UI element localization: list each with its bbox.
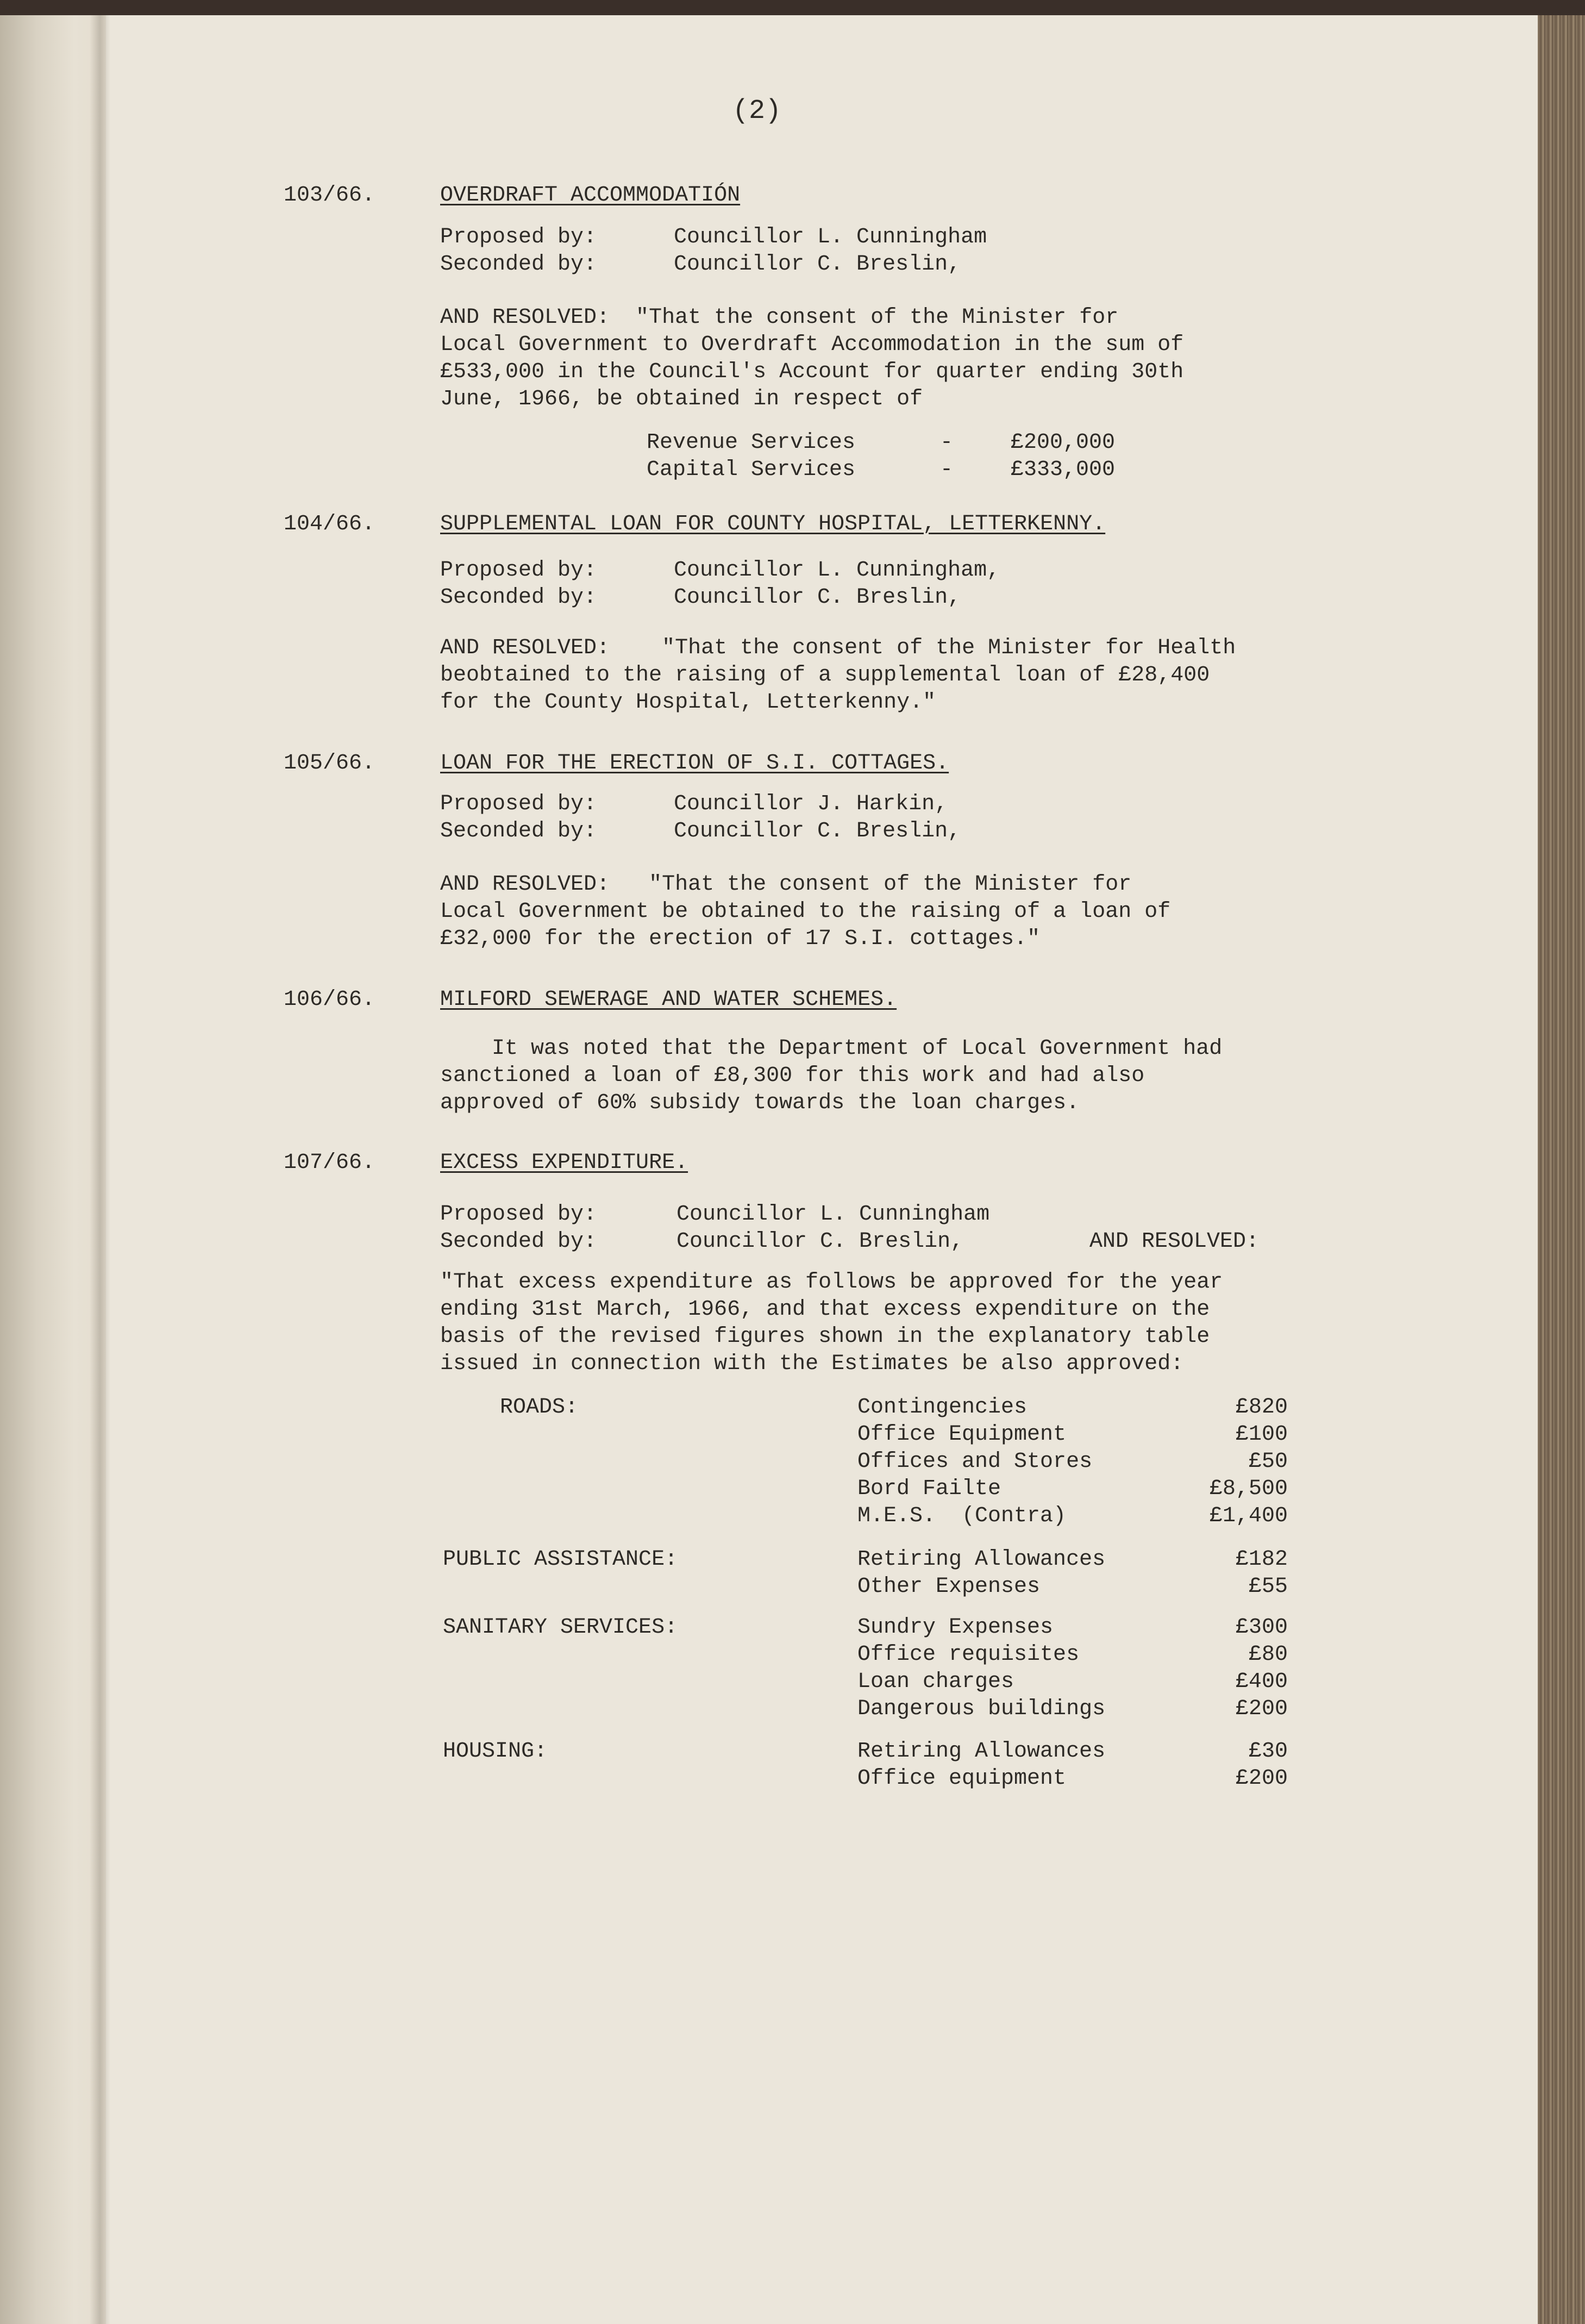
resolved-label: AND RESOLVED: bbox=[1089, 1229, 1260, 1254]
expenditure-category: SANITARY SERVICES: bbox=[443, 1615, 678, 1640]
expenditure-item: Retiring Allowances bbox=[857, 1547, 1106, 1572]
seconded-label: Seconded by: bbox=[440, 252, 597, 277]
resolution-line: AND RESOLVED: "That the consent of the Minister for bbox=[440, 305, 1119, 330]
resolution-line: basis of the revised figures shown in the explanatory table bbox=[440, 1325, 1210, 1349]
book-gutter bbox=[90, 15, 110, 2324]
proposed-label: Proposed by: bbox=[440, 792, 597, 816]
item-title: LOAN FOR THE ERECTION OF S.I. COTTAGES. bbox=[440, 751, 949, 776]
expenditure-item: M.E.S. (Contra) bbox=[857, 1504, 1067, 1528]
resolution-line: £533,000 in the Council's Account for quarter ending 30th bbox=[440, 360, 1184, 384]
resolution-line: June, 1966, be obtained in respect of bbox=[440, 387, 923, 411]
expenditure-category: PUBLIC ASSISTANCE: bbox=[443, 1547, 678, 1572]
expenditure-item: Retiring Allowances bbox=[857, 1739, 1106, 1764]
item-number: 105/66. bbox=[284, 751, 375, 776]
expenditure-amount: £300 bbox=[1235, 1615, 1288, 1640]
seconded-label: Seconded by: bbox=[440, 1229, 597, 1254]
expenditure-item: Sundry Expenses bbox=[857, 1615, 1054, 1640]
seconded-label: Seconded by: bbox=[440, 585, 597, 610]
resolution-line: Local Government be obtained to the raising of a loan of bbox=[440, 899, 1171, 924]
expenditure-amount: £182 bbox=[1235, 1547, 1288, 1572]
service-dash: - bbox=[940, 458, 954, 482]
seconded-value: Councillor C. Breslin, bbox=[674, 819, 961, 844]
item-title: MILFORD SEWERAGE AND WATER SCHEMES. bbox=[440, 988, 897, 1012]
expenditure-amount: £8,500 bbox=[1209, 1477, 1288, 1501]
expenditure-amount: £200 bbox=[1235, 1697, 1288, 1721]
resolution-line: AND RESOLVED: "That the consent of the Minister for Health bbox=[440, 636, 1236, 660]
expenditure-amount: £820 bbox=[1235, 1395, 1288, 1420]
service-dash: - bbox=[940, 430, 954, 455]
expenditure-item: Office equipment bbox=[857, 1766, 1067, 1791]
expenditure-amount: £400 bbox=[1235, 1670, 1288, 1694]
proposed-label: Proposed by: bbox=[440, 225, 597, 249]
expenditure-amount: £55 bbox=[1248, 1575, 1288, 1599]
service-amount: £200,000 bbox=[1011, 430, 1116, 455]
seconded-value: Councillor C. Breslin, bbox=[674, 585, 961, 610]
expenditure-amount: £100 bbox=[1235, 1422, 1288, 1447]
proposed-label: Proposed by: bbox=[440, 558, 597, 583]
resolution-line: ending 31st March, 1966, and that excess expenditure on the bbox=[440, 1297, 1210, 1322]
expenditure-item: Loan charges bbox=[857, 1670, 1014, 1694]
expenditure-item: Office requisites bbox=[857, 1642, 1080, 1667]
proposed-value: Councillor J. Harkin, bbox=[674, 792, 948, 816]
expenditure-category: HOUSING: bbox=[443, 1739, 548, 1764]
proposed-value: Councillor L. Cunningham, bbox=[674, 558, 1000, 583]
resolution-line: "That excess expenditure as follows be approved for the year bbox=[440, 1270, 1223, 1295]
expenditure-item: Office Equipment bbox=[857, 1422, 1067, 1447]
expenditure-amount: £200 bbox=[1235, 1766, 1288, 1791]
resolution-line: AND RESOLVED: "That the consent of the Minister for bbox=[440, 872, 1132, 897]
resolution-line: for the County Hospital, Letterkenny." bbox=[440, 690, 936, 715]
item-title: SUPPLEMENTAL LOAN FOR COUNTY HOSPITAL, LETTERKENNY. bbox=[440, 512, 1106, 536]
item-number: 106/66. bbox=[284, 988, 375, 1012]
note-line: It was noted that the Department of Local Government had bbox=[492, 1036, 1223, 1061]
book-top-edge bbox=[0, 0, 1585, 15]
service-label: Revenue Services bbox=[647, 430, 856, 455]
expenditure-item: Contingencies bbox=[857, 1395, 1028, 1420]
proposed-value: Councillor L. Cunningham bbox=[674, 225, 987, 249]
expenditure-amount: £80 bbox=[1248, 1642, 1288, 1667]
seconded-value: Councillor C. Breslin, bbox=[674, 252, 961, 277]
item-number: 107/66. bbox=[284, 1151, 375, 1175]
page-number: (2) bbox=[732, 96, 782, 127]
expenditure-amount: £1,400 bbox=[1209, 1504, 1288, 1528]
note-line: sanctioned a loan of £8,300 for this work and had also bbox=[440, 1064, 1145, 1088]
resolution-line: beobtained to the raising of a supplemental loan of £28,400 bbox=[440, 663, 1210, 688]
proposed-label: Proposed by: bbox=[440, 1202, 597, 1227]
note-line: approved of 60% subsidy towards the loan charges. bbox=[440, 1091, 1080, 1115]
proposed-value: Councillor L. Cunningham bbox=[676, 1202, 990, 1227]
expenditure-category: ROADS: bbox=[500, 1395, 579, 1420]
service-label: Capital Services bbox=[647, 458, 856, 482]
resolution-line: issued in connection with the Estimates be also approved: bbox=[440, 1352, 1184, 1376]
expenditure-item: Dangerous buildings bbox=[857, 1697, 1106, 1721]
expenditure-amount: £50 bbox=[1248, 1450, 1288, 1474]
service-amount: £333,000 bbox=[1011, 458, 1116, 482]
item-title: OVERDRAFT ACCOMMODATIÓN bbox=[440, 183, 741, 208]
resolution-line: £32,000 for the erection of 17 S.I. cottages." bbox=[440, 927, 1041, 951]
resolution-line: Local Government to Overdraft Accommodation in the sum of bbox=[440, 333, 1184, 357]
item-number: 103/66. bbox=[284, 183, 375, 208]
seconded-label: Seconded by: bbox=[440, 819, 597, 844]
expenditure-item: Offices and Stores bbox=[857, 1450, 1093, 1474]
expenditure-amount: £30 bbox=[1248, 1739, 1288, 1764]
item-number: 104/66. bbox=[284, 512, 375, 536]
book-page-edges bbox=[1538, 15, 1585, 2324]
expenditure-item: Bord Failte bbox=[857, 1477, 1001, 1501]
seconded-value: Councillor C. Breslin, bbox=[676, 1229, 964, 1254]
expenditure-item: Other Expenses bbox=[857, 1575, 1041, 1599]
item-title: EXCESS EXPENDITURE. bbox=[440, 1151, 688, 1175]
